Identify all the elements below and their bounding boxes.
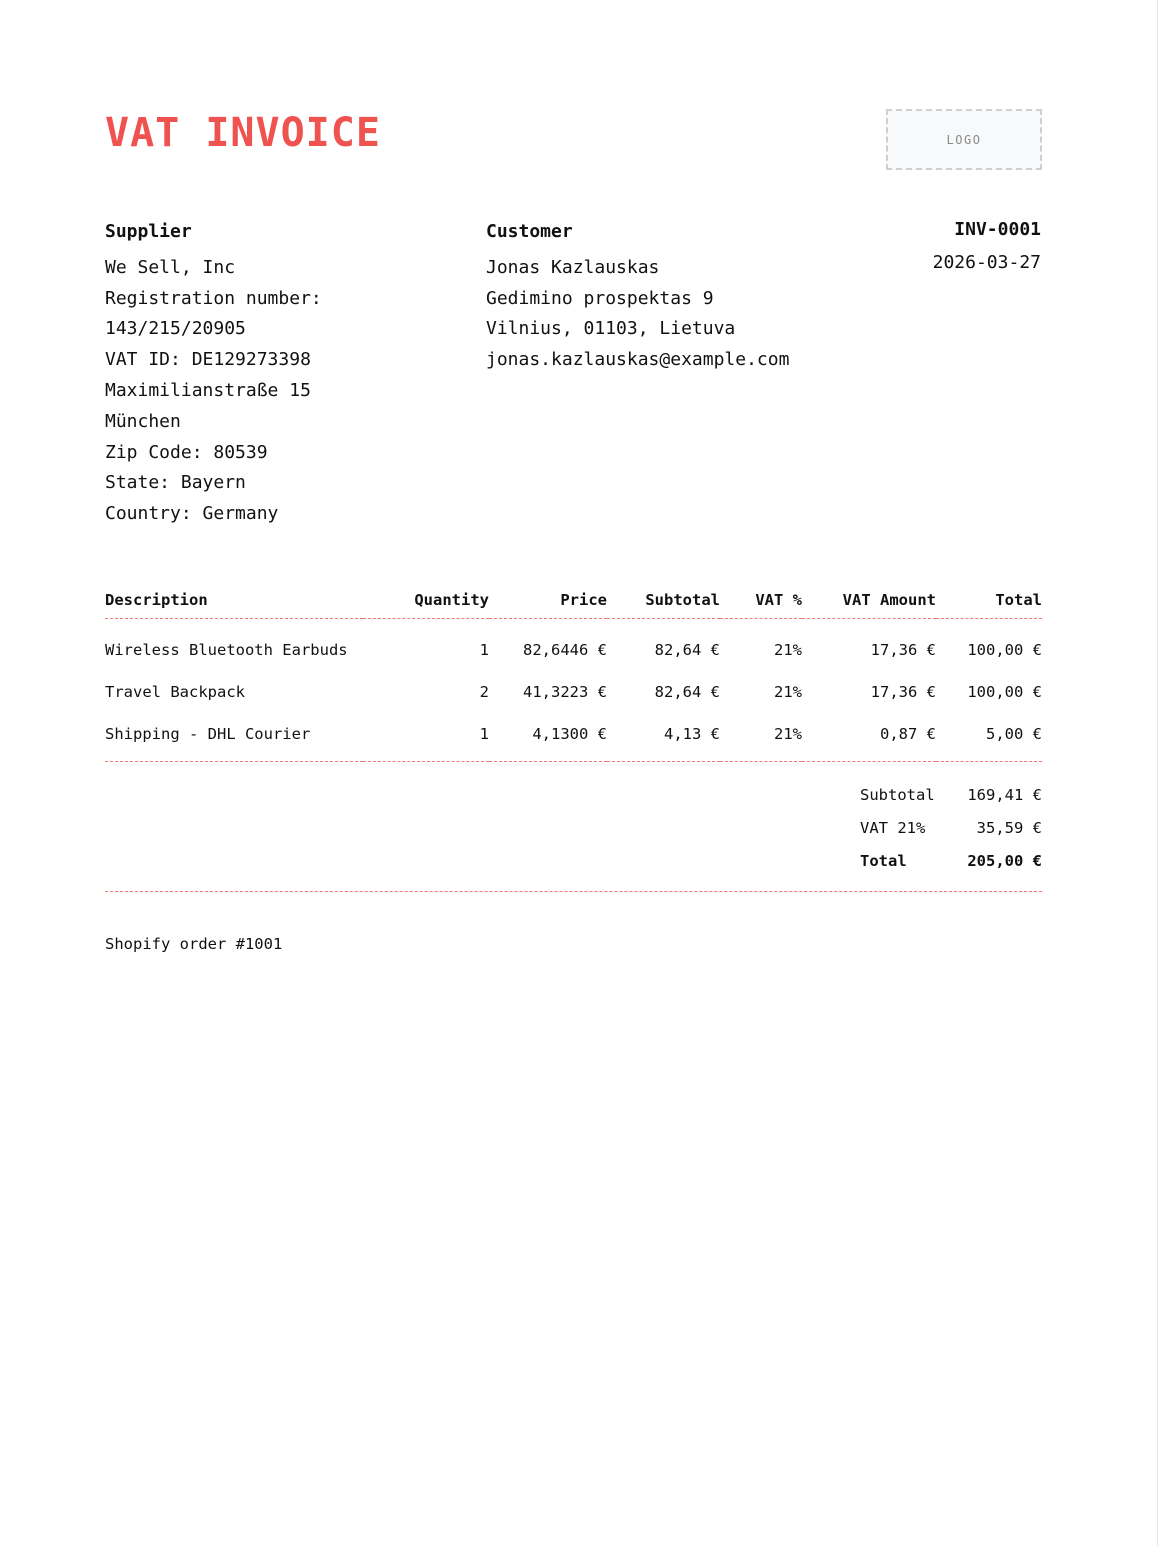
supplier-heading: Supplier — [105, 221, 192, 242]
supplier-line: VAT ID: DE129273398 — [105, 349, 311, 371]
supplier-line: Registration number: — [105, 287, 322, 309]
item-price: 82,6446 € — [523, 641, 607, 659]
column-header-subtotal: Subtotal — [607, 582, 720, 619]
invoice-meta — [933, 217, 1041, 276]
totals-block — [105, 780, 1042, 879]
customer-heading: Customer — [486, 221, 573, 242]
table-row — [105, 671, 1042, 713]
item-total: 5,00 € — [936, 713, 1042, 762]
item-subtotal: 82,64 € — [654, 683, 720, 701]
item-subtotal: 82,64 € — [654, 641, 720, 659]
item-quantity: 2 — [479, 683, 489, 701]
item-description: Wireless Bluetooth Earbuds — [105, 641, 348, 659]
column-header-total: Total — [936, 582, 1042, 619]
logo-placeholder: LOGO — [886, 109, 1042, 170]
customer-block — [486, 217, 789, 376]
item-vat-percent: 21% — [774, 683, 802, 701]
supplier-line: We Sell, Inc — [105, 256, 236, 278]
subtotal-value: 169,41 € — [967, 786, 1042, 804]
item-description: Travel Backpack — [105, 683, 245, 701]
item-description: Shipping - DHL Courier — [105, 713, 363, 762]
table-row — [105, 619, 1042, 672]
customer-line: Vilnius, 01103, Lietuva — [486, 318, 736, 340]
column-header-vat-percent: VAT % — [720, 582, 802, 619]
totals-subtotal-row — [105, 780, 1042, 813]
vat-value: 35,59 € — [976, 819, 1042, 837]
table-row — [105, 713, 1042, 762]
totals-grand-row — [105, 846, 1042, 879]
order-note: Shopify order #1001 — [105, 935, 283, 953]
table-header-row — [105, 582, 1042, 619]
customer-line: Gedimino prospektas 9 — [486, 287, 714, 309]
item-vat-percent: 21% — [720, 713, 802, 762]
customer-email: jonas.kazlauskas@example.com — [486, 349, 790, 371]
supplier-line: Country: Germany — [105, 503, 279, 525]
item-total: 100,00 € — [967, 683, 1042, 701]
item-quantity: 1 — [479, 641, 489, 659]
total-value: 205,00 € — [967, 852, 1042, 870]
column-header-vat-amount: VAT Amount — [802, 582, 936, 619]
supplier-block — [105, 217, 322, 530]
totals-divider — [105, 891, 1042, 892]
item-price: 4,1300 € — [489, 713, 607, 762]
item-vat-amount: 17,36 € — [870, 683, 936, 701]
item-quantity: 1 — [363, 713, 489, 762]
customer-line: Jonas Kazlauskas — [486, 256, 660, 278]
item-total: 100,00 € — [967, 641, 1042, 659]
item-vat-percent: 21% — [774, 641, 802, 659]
totals-vat-row — [105, 813, 1042, 846]
item-vat-amount: 0,87 € — [802, 713, 936, 762]
item-price: 41,3223 € — [523, 683, 607, 701]
column-header-price: Price — [489, 582, 607, 619]
line-items-table — [105, 582, 1042, 762]
supplier-line: München — [105, 410, 181, 432]
supplier-line: State: Bayern — [105, 472, 246, 494]
supplier-line: Maximilianstraße 15 — [105, 379, 311, 401]
item-subtotal: 4,13 € — [607, 713, 720, 762]
invoice-date: 2026-03-27 — [932, 252, 1041, 273]
invoice-number: INV-0001 — [954, 219, 1041, 240]
supplier-line: 143/215/20905 — [105, 318, 246, 340]
supplier-line: Zip Code: 80539 — [105, 441, 268, 463]
total-label: Total — [860, 852, 907, 870]
subtotal-label: Subtotal — [860, 786, 935, 804]
column-header-quantity: Quantity — [363, 582, 489, 619]
invoice-title: VAT INVOICE — [105, 110, 381, 156]
vat-label: VAT 21% — [860, 819, 926, 837]
item-vat-amount: 17,36 € — [870, 641, 936, 659]
column-header-description: Description — [105, 582, 363, 619]
